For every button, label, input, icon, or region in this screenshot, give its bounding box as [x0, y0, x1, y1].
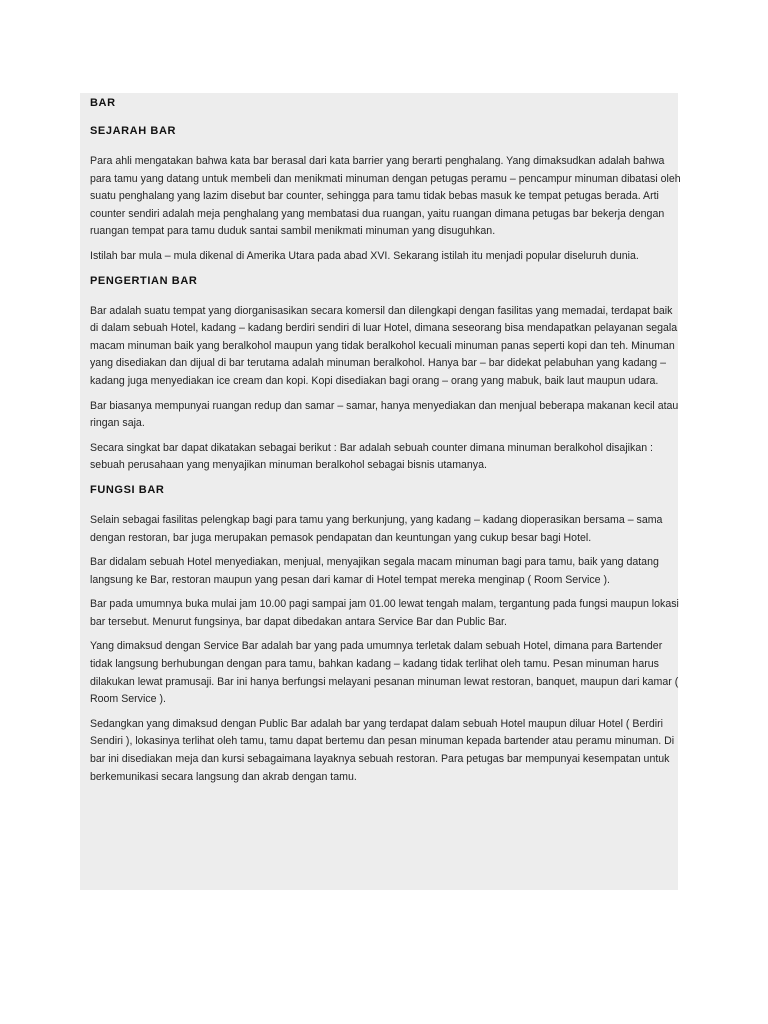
section-heading-pengertian: PENGERTIAN BAR [90, 274, 198, 287]
paragraph: Istilah bar mula – mula dikenal di Amerika Utara pada abad XVI. Sekarang istilah itu menjadi popular diseluruh dunia. [90, 249, 639, 262]
paragraph: Para ahli mengatakan bahwa kata bar berasal dari kata barrier yang berarti penghalang. Yang dimaksudkan adalah bahwa para tamu yang datang untuk membeli dan menikmati minuman dengan petugas peramu – pencampur minuman dibatasi oleh suatu penghalang yang lazim disebut bar counter, sehingga para tamu tidak bebas masuk ke tempat petugas berada. Arti counter sendiri adalah meja penghalang yang membatasi dua ruangan, yaitu ruangan dimana petugas bar bekerja dengan ruangan tempat para tamu duduk santai sambil menikmati minuman yang disuguhkan. [90, 155, 681, 238]
document-title: BAR [90, 97, 116, 109]
paragraph: Secara singkat bar dapat dikatakan sebagai berikut : Bar adalah sebuah counter dimana minuman beralkohol disajikan : sebuah perusahaan yang menyajikan minuman beralkohol sebagai bisnis utamanya. [90, 441, 653, 472]
paragraph: Bar adalah suatu tempat yang diorganisasikan secara komersil dan dilengkapi dengan fasilitas yang memadai, terdapat baik di dalam sebuah Hotel, kadang – kadang berdiri sendiri di luar Hotel, dimana seseorang bisa mendapatkan pelayanan segala macam minuman baik yang beralkohol maupun yang tidak beralkohol kecuali minuman panas seperti kopi dan teh. Minuman yang disediakan dan dijual di bar terutama adalah minuman beralkohol. Hanya bar – bar didekat pelabuhan yang kadang – kadang juga menyediakan ice cream dan kopi. Kopi disediakan bagi orang – orang yang mabuk, baik laut maupun udara. [90, 304, 678, 387]
paragraph: Sedangkan yang dimaksud dengan Public Bar adalah bar yang terdapat dalam sebuah Hotel maupun diluar Hotel ( Berdiri Sendiri ), lokasinya terlihat oleh tamu, tamu dapat bertemu dan pesan minuman kepada bartender atau peramu minuman. Di bar ini disediakan meja dan kursi sebagaimana layaknya sebuah restoran. Para petugas bar mempunyai kesempatan untuk berkemunikasi secara langsung dan akrab dengan tamu. [90, 717, 675, 783]
paragraph: Yang dimaksud dengan Service Bar adalah bar yang pada umumnya terletak dalam sebuah Hotel, dimana para Bartender tidak langsung berhubungan dengan para tamu, bahkan kadang – kadang tidak terlihat oleh tamu. Pesan minuman harus dilakukan lewat pramusaji. Bar ini hanya berfungsi melayani pesanan minuman lewat restoran, banquet, maupun dari kamar ( Room Service ). [90, 640, 679, 706]
paragraph: Selain sebagai fasilitas pelengkap bagi para tamu yang berkunjung, yang kadang – kadang dioperasikan bersama – sama dengan restoran, bar juga merupakan pemasok pendapatan dan keuntungan yang cukup besar bagi Hotel. [90, 513, 663, 544]
section-heading-fungsi: FUNGSI BAR [90, 483, 165, 496]
document-page [80, 93, 681, 890]
paragraph: Bar biasanya mempunyai ruangan redup dan samar – samar, hanya menyediakan dan menjual beberapa makanan kecil atau ringan saja. [90, 399, 679, 430]
paragraph: Bar pada umumnya buka mulai jam 10.00 pagi sampai jam 01.00 lewat tengah malam, tergantung pada fungsi maupun lokasi bar tersebut. Menurut fungsinya, bar dapat dibedakan antara Service Bar dan Public Bar. [90, 598, 679, 628]
paragraph: Bar didalam sebuah Hotel menyediakan, menjual, menyajikan segala macam minuman bagi para tamu, baik yang datang langsung ke Bar, restoran maupun yang pesan dari kamar di Hotel tempat mereka menginap ( Room Service ). [90, 556, 659, 586]
section-heading-sejarah: SEJARAH BAR [90, 125, 177, 137]
